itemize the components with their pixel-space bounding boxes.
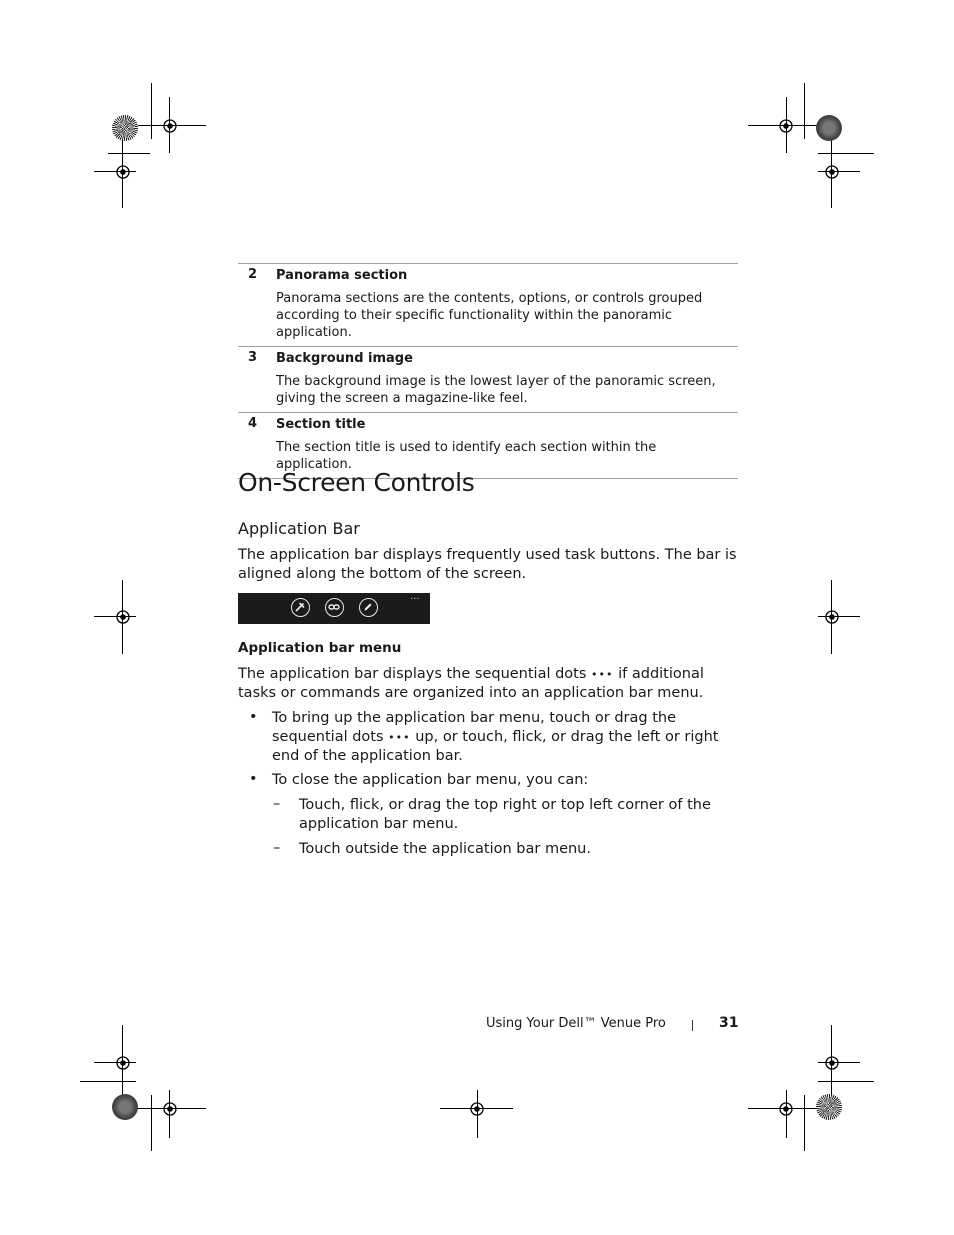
menu-heading: Application bar menu [238,640,402,656]
bullet-marker: • [249,709,258,725]
list-text-after: up, or touch, flick, or drag the left or right end of the application bar. [272,729,719,764]
sub-list-item: Touch outside the application bar menu. [299,841,591,857]
registration-disc-icon [112,1094,138,1120]
row-title: Background image [276,351,413,366]
list-item: To close the application bar menu, you can: [272,772,589,788]
row-description: Panorama sections are the contents, options, or controls grouped according to their specific functionality within the panoramic application. [276,291,703,340]
crosshair-icon [776,116,796,136]
crosshair-icon [160,116,180,136]
intro-paragraph: The application bar displays frequently used task buttons. The bar is aligned along the bottom of the screen. [238,547,737,582]
footer-title: Using Your Dell™ Venue Pro [486,1016,666,1031]
crosshair-icon [113,162,133,182]
crosshair-icon [776,1099,796,1119]
crosshair-icon [467,1099,487,1119]
definition-table [238,263,738,479]
crosshair-icon [822,162,842,182]
table-row [238,347,738,413]
registration-disc-icon [112,115,138,141]
row-number: 2 [248,267,258,282]
subsection-heading: Application Bar [238,519,360,538]
sequential-dots-icon: ••• [388,731,411,744]
link-icon [325,598,344,617]
crosshair-icon [160,1099,180,1119]
pin-icon [291,598,310,617]
menu-paragraph [238,665,738,703]
row-title: Section title [276,417,366,432]
footer-separator [692,1020,693,1031]
menu-text-after: if additional tasks or commands are organized into an application bar menu. [238,666,704,701]
row-number: 3 [248,350,258,365]
registration-disc-icon [816,115,842,141]
row-description: The background image is the lowest layer of the panoramic screen, giving the screen a magazine-like feel. [276,374,716,406]
pencil-icon [359,598,378,617]
dash-marker: – [273,840,281,856]
table-row [238,264,738,347]
crosshair-icon [113,1053,133,1073]
row-title: Panorama section [276,268,408,283]
list-item [272,709,742,766]
page-number: 31 [719,1015,739,1031]
sub-list-item: Touch, flick, or drag the top right or top left corner of the application bar menu. [299,797,711,832]
section-heading: On-Screen Controls [238,468,475,497]
crosshair-icon [113,607,133,627]
dash-marker: – [273,796,281,812]
crosshair-icon [822,607,842,627]
list-text-before: To bring up the application bar menu, touch or drag the sequential dots [272,710,676,745]
sequential-dots-icon: ••• [591,668,614,681]
menu-text-before: The application bar displays the sequential dots [238,666,587,682]
more-dots: ··· [410,594,420,605]
crosshair-icon [822,1053,842,1073]
bullet-marker: • [249,771,258,787]
row-description: The section title is used to identify each section within the application. [276,440,657,472]
row-number: 4 [248,416,258,431]
registration-disc-icon [816,1094,842,1120]
application-bar-image [238,593,430,624]
